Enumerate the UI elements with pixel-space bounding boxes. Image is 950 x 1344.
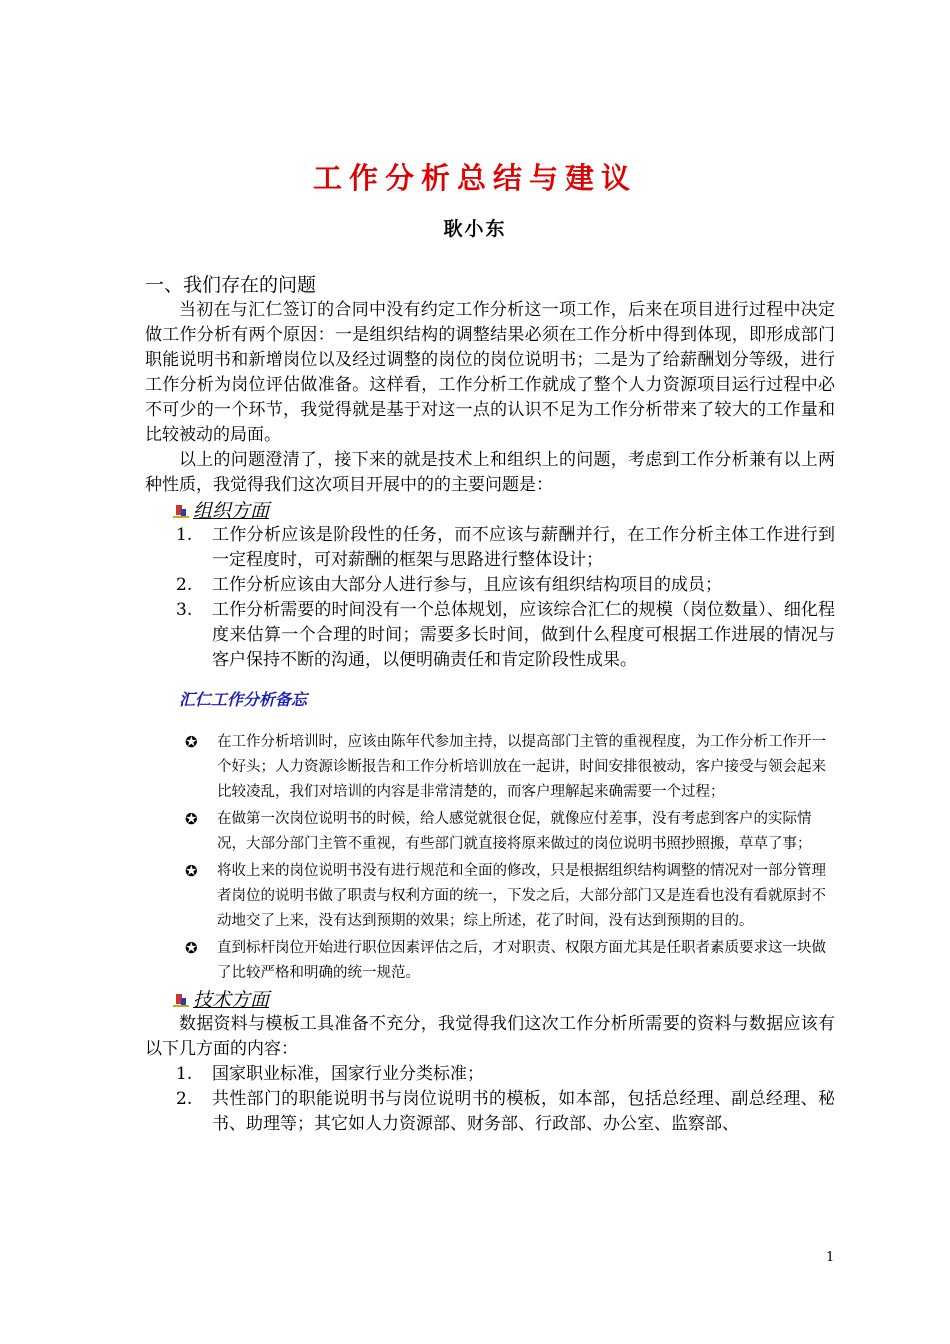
list-item: ✪ 在做第一次岗位说明书的时候，给人感觉就很仓促，就像应付差事，没有考虑到客户的实际情况，大部分部门主管不重视，有些部门就直接将原来做过的岗位说明书照抄照搬，草草了事；	[145, 807, 835, 857]
list-item: 1. 工作分析应该是阶段性的任务，而不应该与薪酬并行，在工作分析主体工作进行到一定程度时，可对薪酬的框架与思路进行整体设计；	[176, 525, 835, 570]
subsection-org	[173, 499, 835, 523]
star-bullet-icon: ✪	[185, 733, 198, 751]
subsection-label: 组织方面	[193, 500, 270, 522]
star-bullet-icon: ✪	[185, 862, 198, 880]
star-bullet-icon: ✪	[185, 810, 198, 828]
paragraph-problems: 以上的问题澄清了，接下来的就是技术上和组织上的问题，考虑到工作分析兼有以上两种性质，我觉得我们这次项目开展中的的主要问题是：	[145, 450, 835, 495]
list-item: 3. 工作分析需要的时间没有一个总体规划，应该综合汇仁的规模（岗位数量）、细化程度来估算一个合理的时间；需要多长时间，做到什么程度可根据工作进展的情况与客户保持不断的沟通，以便明确责任和肯定阶段性成果。	[176, 600, 835, 670]
list-item: ✪ 在工作分析培训时，应该由陈年代参加主持，以提高部门主管的重视程度，为工作分析工作开一个好头；人力资源诊断报告和工作分析培训放在一起讲，时间安排很被动，客户接受与领会起来比较凌乱，我们对培训的内容是非常清楚的，而客户理解起来确需要一个过程；	[145, 730, 835, 805]
page-number: 1	[826, 1250, 835, 1265]
document-title: 工作分析总结与建议	[312, 161, 637, 195]
org-list	[145, 523, 835, 673]
paragraph-intro: 当初在与汇仁签订的合同中没有约定工作分析这一项工作，后来在项目进行过程中决定做工作分析有两个原因：一是组织结构的调整结果必须在工作分析中得到体现，即形成部门职能说明书和新增岗位以及经过调整的岗位的岗位说明书；二是为了给薪酬划分等级，进行工作分析为岗位评估做准备。这样看，工作分析工作就成了整个人力资源项目运行过程中必不可少的一个环节，我觉得就是基于对这一点的认识不足为工作分析带来了较大的工作量和比较被动的局面。	[145, 300, 835, 445]
list-item: ✪ 将收上来的岗位说明书没有进行规范和全面的修改，只是根据组织结构调整的情况对一部分管理者岗位的说明书做了职责与权利方面的统一，下发之后，大部分部门又是连看也没有看就原封不动地交了上来，没有达到预期的效果；综上所述，花了时间，没有达到预期的目的。	[145, 859, 835, 934]
subsection-label: 技术方面	[193, 989, 270, 1011]
list-item: 2. 共性部门的职能说明书与岗位说明书的模板，如本部，包括总经理、副总经理、秘书、助理等；其它如人力资源部、财务部、行政部、办公室、监察部、	[176, 1089, 835, 1134]
list-item: 2. 工作分析应该由大部分人进行参与，且应该有组织结构项目的成员；	[176, 575, 722, 595]
memo-list	[145, 730, 835, 986]
paragraph-tech-intro: 数据资料与模板工具准备不充分，我觉得我们这次工作分析所需要的资料与数据应该有以下几方面的内容：	[145, 1014, 835, 1059]
section-heading: 一、我们存在的问题	[145, 274, 317, 296]
bullet-marker-icon	[173, 503, 189, 519]
list-item: ✪ 直到标杆岗位开始进行职位因素评估之后，才对职责、权限方面尤其是任职者素质要求这一块做了比较严格和明确的统一规范。	[145, 936, 835, 986]
memo-heading: 汇仁工作分析备忘	[179, 690, 308, 709]
subsection-tech	[173, 988, 835, 1012]
document-body	[145, 272, 835, 1137]
list-item: 1. 国家职业标准，国家行业分类标准；	[176, 1064, 484, 1084]
author-name: 耿小东	[443, 218, 507, 240]
bullet-marker-icon	[173, 992, 189, 1008]
star-bullet-icon: ✪	[185, 939, 198, 957]
tech-list	[145, 1062, 835, 1137]
